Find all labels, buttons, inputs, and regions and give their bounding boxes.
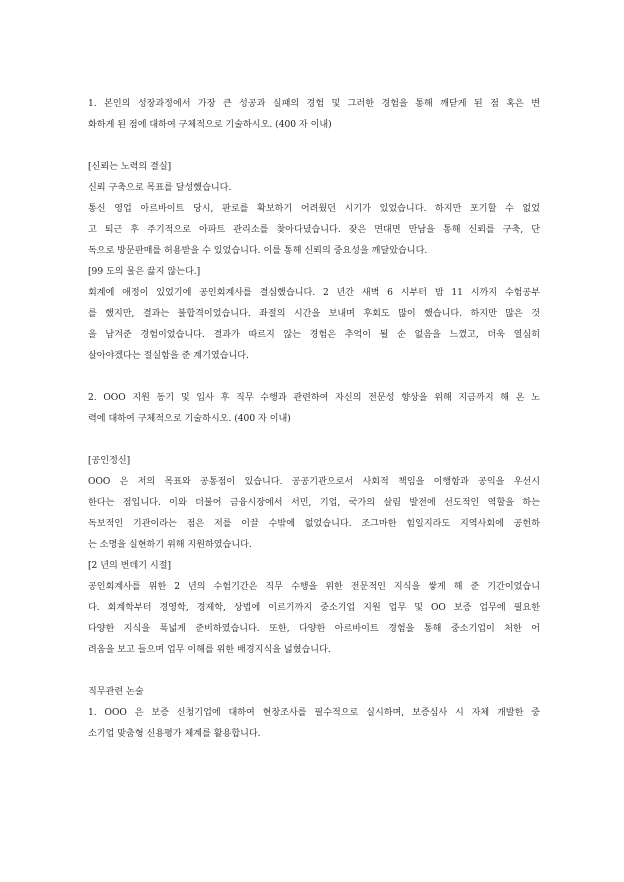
paragraph-line: 소기업 맞춤형 신용평가 체계를 활용합니다. <box>88 729 261 739</box>
paragraph-line: 회계에 애정이 있었기에 공인회계사를 결심했습니다. 2 년간 새벽 6 시부터 밤 11 시까지 수험공부 <box>88 288 540 298</box>
paragraph-line: 다. 회계학부터 경영학, 경제학, 상법에 이르기까지 중소기업 지원 업무 및 OO 보증 업무에 필요한 <box>88 603 540 613</box>
section-heading: [2 년의 번데기 시절] <box>88 561 172 571</box>
paragraph-line: 는 소명을 실현하기 위해 지원하였습니다. <box>88 540 252 550</box>
section-heading: [99 도의 물은 끓지 않는다.] <box>88 267 201 277</box>
section-heading: [신뢰는 노력의 결실] <box>88 162 172 172</box>
paragraph-line: 려움을 보고 들으며 업무 이해를 위한 배경지식을 넓혔습니다. <box>88 645 331 655</box>
paragraph-line: 통신 영업 아르바이트 당시, 판로를 확보하기 어려웠던 시기가 있었습니다. 하지만 포기할 수 없었 <box>88 204 540 214</box>
paragraph-line: 고 퇴근 후 주기적으로 아파트 관리소를 찾아다녔습니다. 잦은 면대면 만남을 통해 신뢰를 구축, 단 <box>88 225 540 235</box>
section-heading: 직무관련 논술 <box>88 687 144 697</box>
question-2-line: 력에 대하여 구체적으로 기술하시오. (400 자 이내) <box>88 414 291 424</box>
paragraph-line: 다양한 지식을 폭넓게 준비하였습니다. 또한, 다양한 아르바이트 경험을 통해 중소기업이 처한 어 <box>88 624 540 634</box>
paragraph-line: 살아야겠다는 절실함을 준 계기였습니다. <box>88 351 249 361</box>
paragraph-line: 1. OOO 은 보증 신청기업에 대하여 현장조사를 필수적으로 실시하며, 보증심사 시 자체 개발한 중 <box>88 708 540 718</box>
section-heading: [공인정신] <box>88 456 131 466</box>
paragraph-line: 독보적인 기관이라는 점은 저를 이끌 수밖에 없었습니다. 조그마한 힘일지라도 지역사회에 공헌하 <box>88 519 540 529</box>
paragraph-line: 를 했지만, 결과는 불합격이었습니다. 좌절의 시간을 보내며 후회도 많이 했습니다. 하지만 많은 것 <box>88 309 540 319</box>
paragraph-line: OOO 은 저의 목표와 공통점이 있습니다. 공공기관으로서 사회적 책임을 이행함과 공익을 우선시 <box>88 477 540 487</box>
document-body <box>88 94 540 745</box>
question-2-line: 2. OOO 지원 동기 및 입사 후 직무 수행과 관련하여 자신의 전문성 향상을 위해 지금까지 해 온 노 <box>88 393 540 403</box>
paragraph-line: 한다는 점입니다. 이와 더불어 금융시장에서 서민, 기업, 국가의 살림 발전에 선도적인 역할을 하는 <box>88 498 540 508</box>
question-1-line: 화하게 된 점에 대하여 구체적으로 기술하시오. (400 자 이내) <box>88 120 332 130</box>
paragraph-line: 을 남겨준 경험이었습니다. 결과가 따르지 않는 경험은 추억이 될 순 없음을 느꼈고, 더욱 열심히 <box>88 330 540 340</box>
paragraph-line: 신뢰 구축으로 목표를 달성했습니다. <box>88 183 232 193</box>
paragraph-line: 독으로 방문판매를 허용받을 수 있었습니다. 이를 통해 신뢰의 중요성을 깨달았습니다. <box>88 246 428 256</box>
paragraph-line: 공인회계사를 위한 2 년의 수험기간은 직무 수행을 위한 전문적인 지식을 쌓게 해 준 기간이었습니 <box>88 582 540 592</box>
question-1-line: 1. 본인의 성장과정에서 가장 큰 성공과 실패의 경험 및 그러한 경험을 통해 깨닫게 된 점 혹은 변 <box>88 99 540 109</box>
